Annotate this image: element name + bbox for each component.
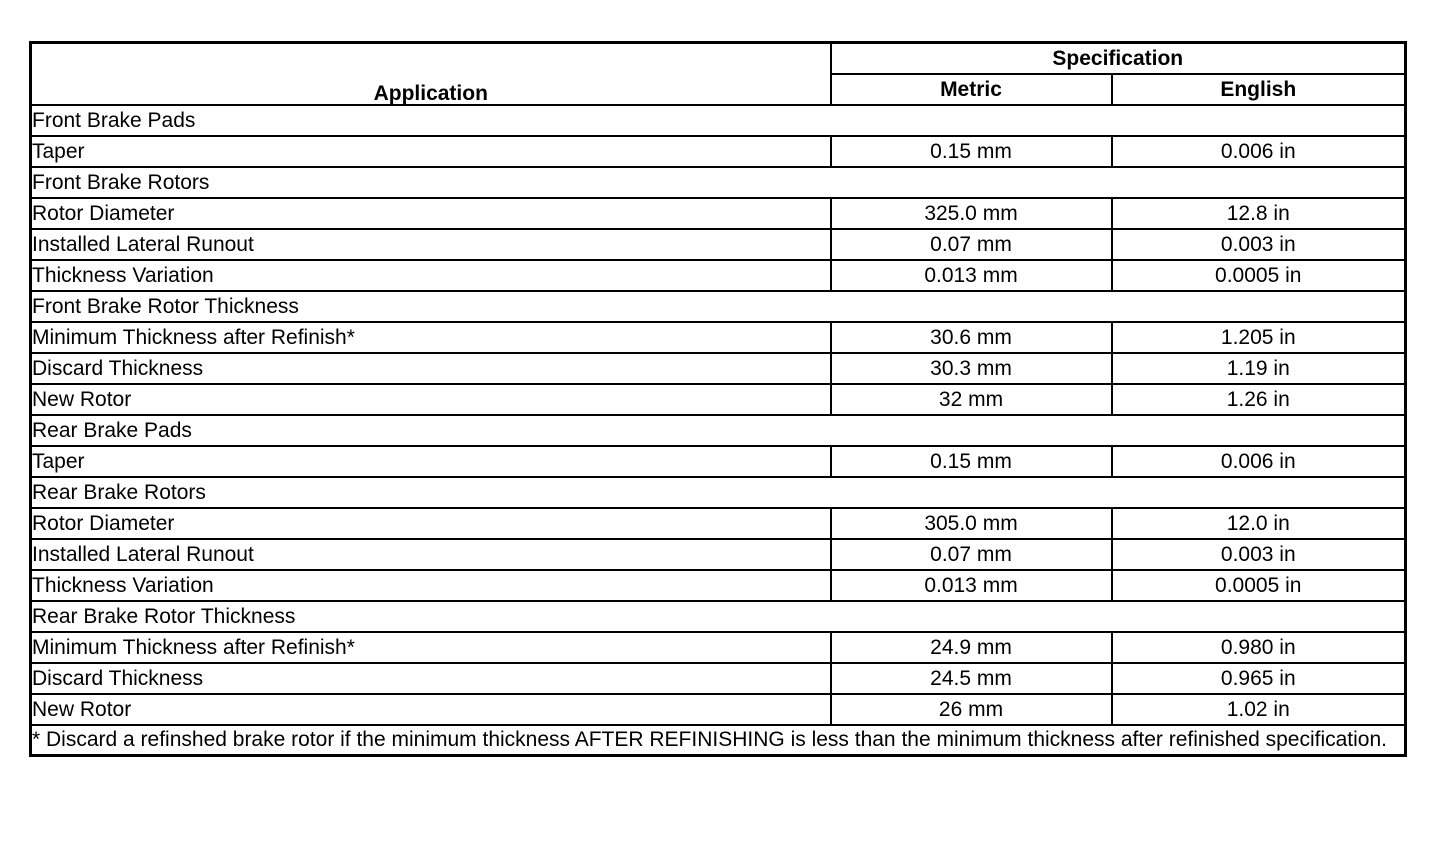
table-row xyxy=(31,539,1406,570)
english-cell: 0.003 in xyxy=(1112,229,1406,260)
application-header: Application xyxy=(31,43,831,105)
metric-cell: 30.3 mm xyxy=(831,353,1112,384)
english-cell: 0.0005 in xyxy=(1112,260,1406,291)
metric-cell: 0.013 mm xyxy=(831,570,1112,601)
metric-cell: 24.5 mm xyxy=(831,663,1112,694)
metric-cell: 24.9 mm xyxy=(831,632,1112,663)
english-cell: 1.02 in xyxy=(1112,694,1406,725)
section-label: Rear Brake Rotor Thickness xyxy=(31,601,1406,632)
metric-cell: 0.07 mm xyxy=(831,539,1112,570)
metric-cell: 26 mm xyxy=(831,694,1112,725)
metric-cell: 32 mm xyxy=(831,384,1112,415)
table-row xyxy=(31,384,1406,415)
metric-cell: 0.15 mm xyxy=(831,446,1112,477)
application-cell: Minimum Thickness after Refinish* xyxy=(31,632,831,663)
table-row xyxy=(31,570,1406,601)
application-cell: Rotor Diameter xyxy=(31,198,831,229)
english-cell: 0.965 in xyxy=(1112,663,1406,694)
application-cell: New Rotor xyxy=(31,694,831,725)
english-cell: 1.19 in xyxy=(1112,353,1406,384)
section-row xyxy=(31,415,1406,446)
english-cell: 0.006 in xyxy=(1112,136,1406,167)
application-cell: Installed Lateral Runout xyxy=(31,539,831,570)
english-cell: 0.003 in xyxy=(1112,539,1406,570)
section-label: Front Brake Rotor Thickness xyxy=(31,291,1406,322)
metric-cell: 305.0 mm xyxy=(831,508,1112,539)
metric-cell: 0.07 mm xyxy=(831,229,1112,260)
section-label: Rear Brake Rotors xyxy=(31,477,1406,508)
section-row xyxy=(31,105,1406,136)
spec-table-body xyxy=(31,105,1406,725)
section-row xyxy=(31,477,1406,508)
application-cell: Minimum Thickness after Refinish* xyxy=(31,322,831,353)
header-row-top xyxy=(31,43,1406,74)
metric-header: Metric xyxy=(831,74,1112,105)
application-cell: New Rotor xyxy=(31,384,831,415)
footnote-row xyxy=(31,725,1406,756)
table-row xyxy=(31,136,1406,167)
english-cell: 0.006 in xyxy=(1112,446,1406,477)
application-cell: Thickness Variation xyxy=(31,570,831,601)
english-cell: 12.0 in xyxy=(1112,508,1406,539)
application-cell: Rotor Diameter xyxy=(31,508,831,539)
english-header: English xyxy=(1112,74,1406,105)
english-cell: 1.205 in xyxy=(1112,322,1406,353)
english-cell: 1.26 in xyxy=(1112,384,1406,415)
table-row xyxy=(31,694,1406,725)
table-row xyxy=(31,260,1406,291)
table-row xyxy=(31,632,1406,663)
section-row xyxy=(31,167,1406,198)
english-cell: 0.0005 in xyxy=(1112,570,1406,601)
metric-cell: 0.15 mm xyxy=(831,136,1112,167)
table-row xyxy=(31,229,1406,260)
section-label: Front Brake Pads xyxy=(31,105,1406,136)
section-label: Rear Brake Pads xyxy=(31,415,1406,446)
table-row xyxy=(31,198,1406,229)
application-cell: Discard Thickness xyxy=(31,663,831,694)
table-row xyxy=(31,446,1406,477)
table-row xyxy=(31,663,1406,694)
english-cell: 12.8 in xyxy=(1112,198,1406,229)
brake-specification-table xyxy=(29,41,1407,757)
application-cell: Taper xyxy=(31,446,831,477)
application-cell: Installed Lateral Runout xyxy=(31,229,831,260)
application-cell: Discard Thickness xyxy=(31,353,831,384)
section-row xyxy=(31,601,1406,632)
application-cell: Taper xyxy=(31,136,831,167)
metric-cell: 0.013 mm xyxy=(831,260,1112,291)
section-row xyxy=(31,291,1406,322)
table-row xyxy=(31,508,1406,539)
table-row xyxy=(31,322,1406,353)
metric-cell: 325.0 mm xyxy=(831,198,1112,229)
metric-cell: 30.6 mm xyxy=(831,322,1112,353)
table-row xyxy=(31,353,1406,384)
application-cell: Thickness Variation xyxy=(31,260,831,291)
english-cell: 0.980 in xyxy=(1112,632,1406,663)
section-label: Front Brake Rotors xyxy=(31,167,1406,198)
specification-header: Specification xyxy=(831,43,1406,74)
footnote: * Discard a refinshed brake rotor if the minimum thickness AFTER REFINISHING is less than the minimum thickness after refinished specification. xyxy=(31,725,1406,756)
